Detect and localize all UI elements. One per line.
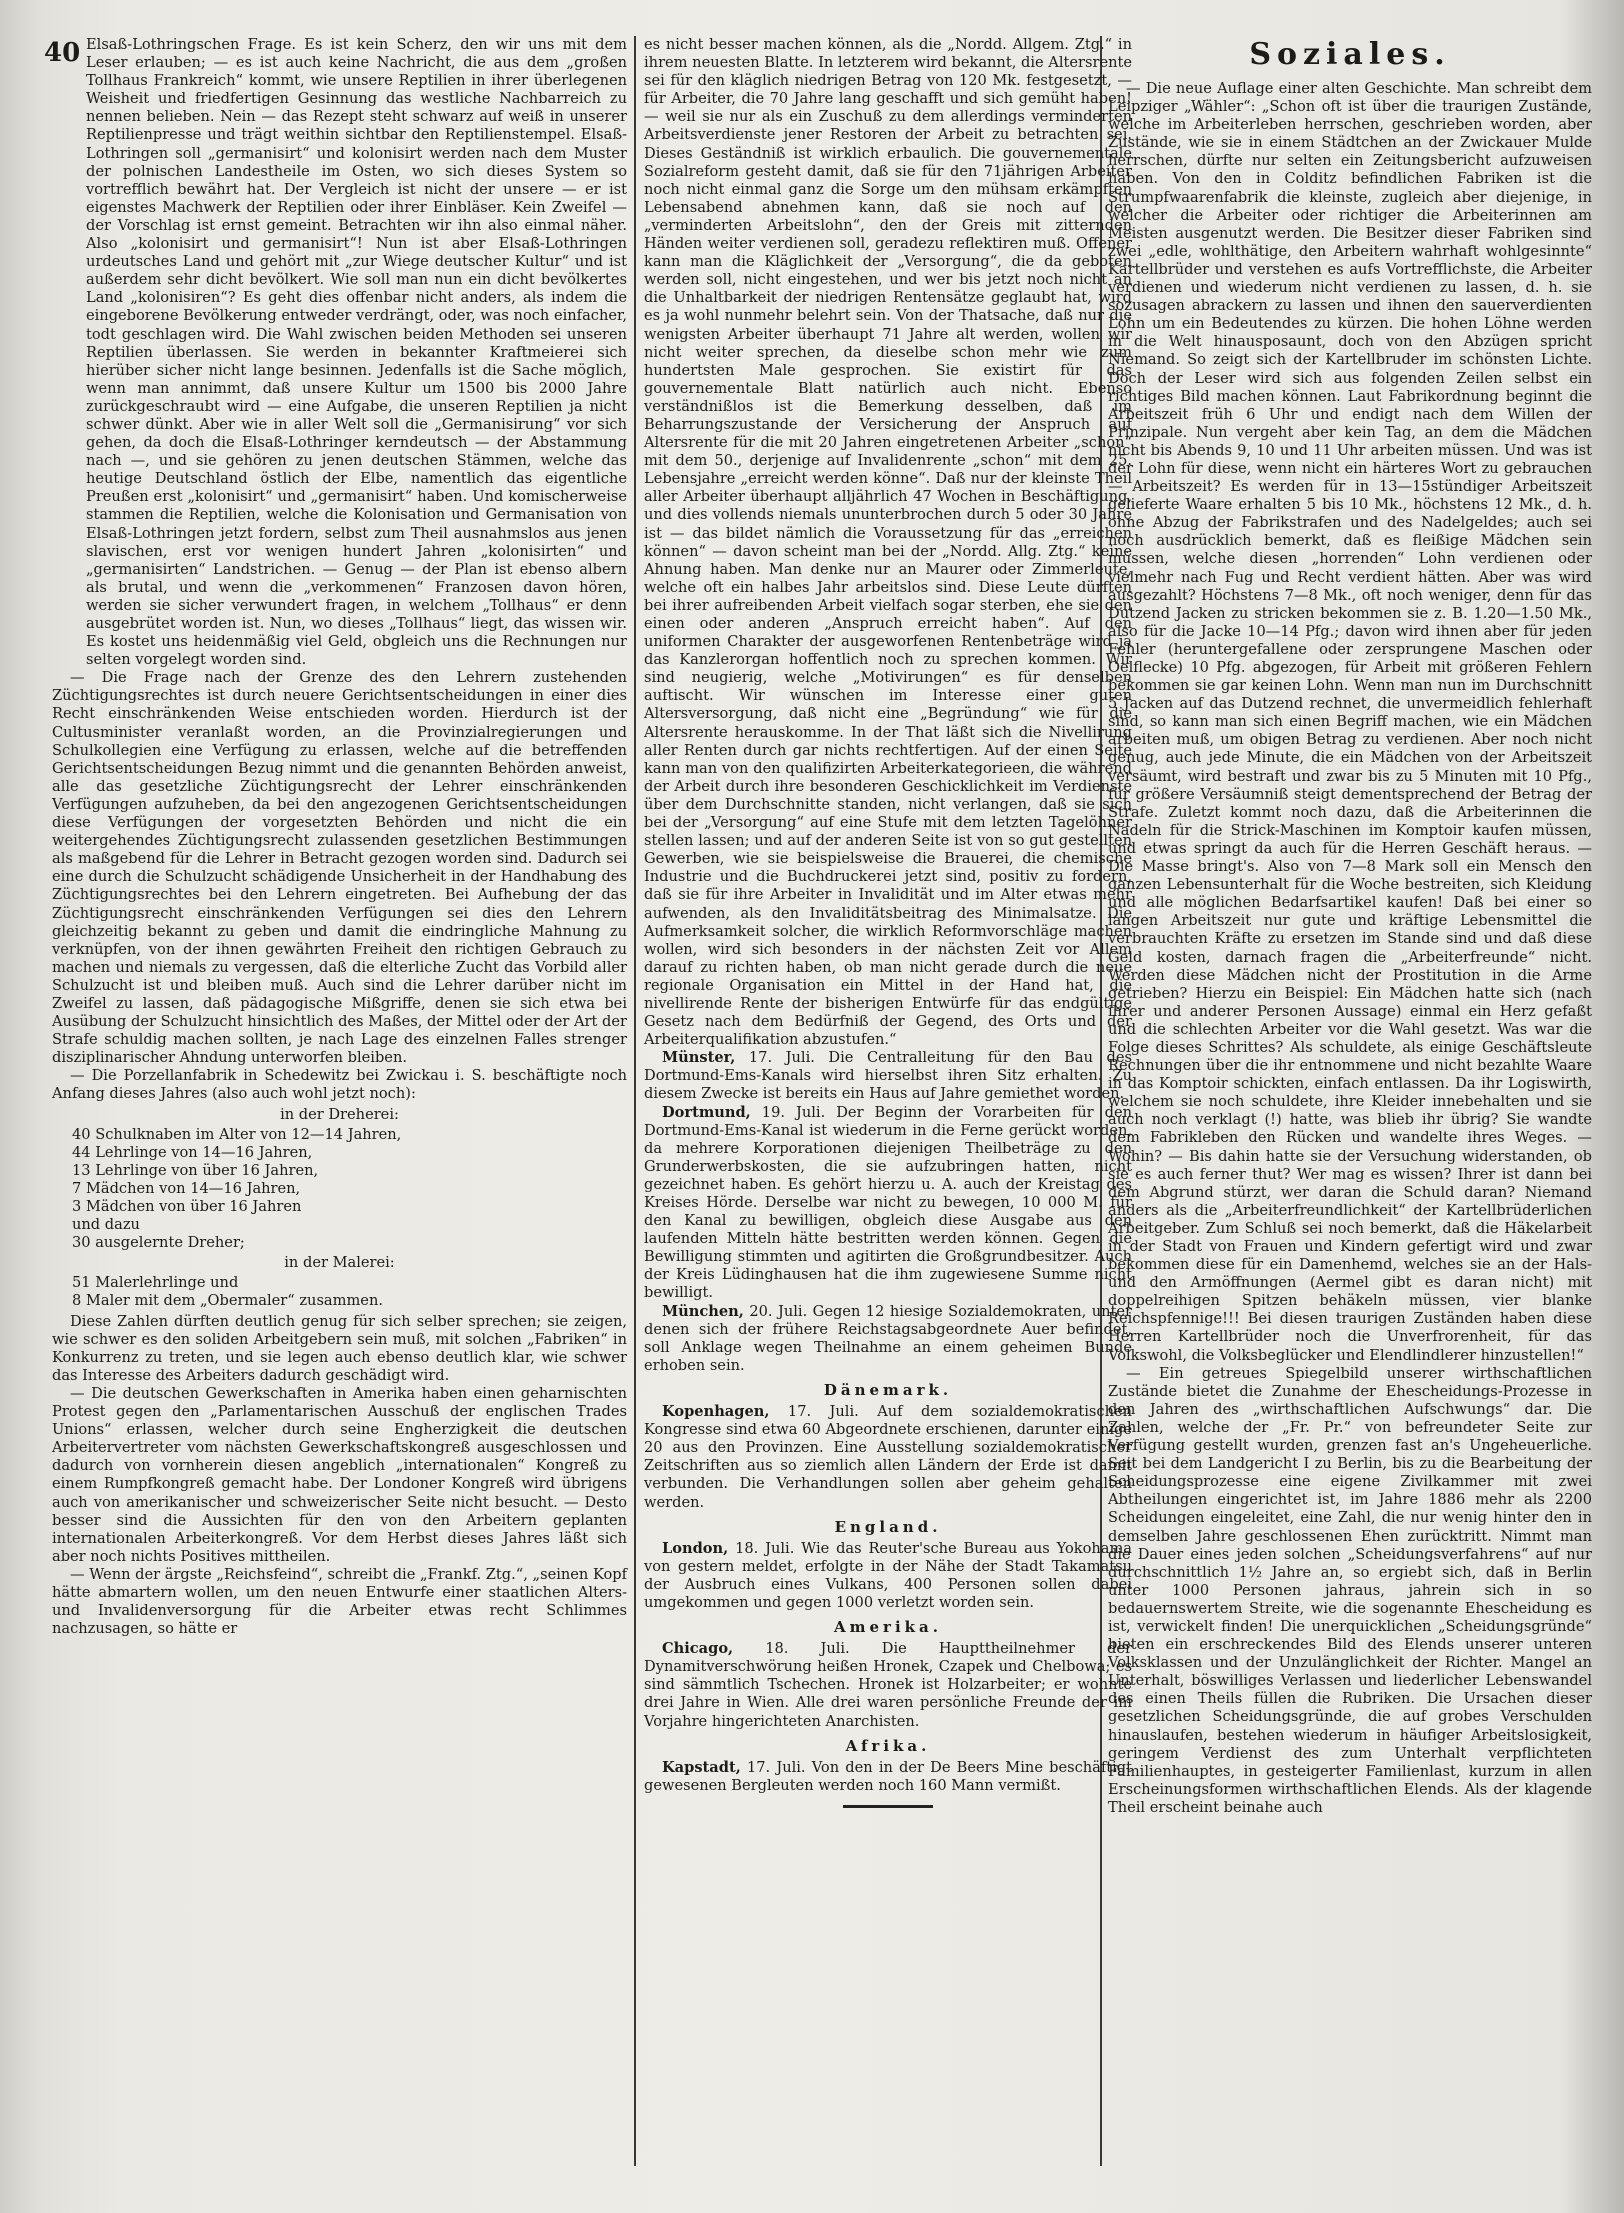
news-text: 17. Juli. Die Centralleitung für den Bau des Dortmund-Ems-Kanals wird hierselbst ihren Sitz erhalten. Zu diesem Zwecke ist bereits ein Haus auf Jahre gemiethet worden.: [644, 1049, 1133, 1103]
article-paragraph: es nicht besser machen können, als die „Nordd. Allgem. Ztg.“ in ihrem neuesten Blatte. In letzterem wird bekannt, die Altersrente sei für den kläglich niedrigen Betrag von 120 Mk. festgesetzt, — für Arbeiter, die 70 Jahre lang geschafft und sich gemüht haben! — weil sie nur als ein Zuschuß zu dem allerdings verminderten Arbeitsverdienste jener Restoren der Arbeit zu betrachten sei. Dieses Geständniß ist wirklich erbaulich. Die gouvernementale Sozialreform gesteht damit, daß sie für den 71jährigen Arbeiter noch nicht einmal ganz die Sorge um den mühsam erkämpften Lebensabend abnehmen kann, daß sie noch auf den „verminderten Arbeitslohn“, den der Greis mit zitternden Händen weiter verdienen soll, geradezu reflektiren muß. Offener kann man die Kläglichkeit der „Versorgung“, die da geboten werden soll, nicht eingestehen, und wer bis jetzt noch nicht an die Unhaltbarkeit der niedrigen Rentensätze geglaubt hat, wird es ja wohl nunmehr belehrt sein. Von der Thatsache, daß nur die wenigsten Arbeiter überhaupt 71 Jahre alt werden, wollen wir nicht weiter sprechen, da dieselbe schon mehr wie zum hundertsten Male gesprochen. Sie existirt für das gouvernementale Blatt natürlich auch nicht. Ebenso verständnißlos ist die Bemerkung desselben, daß im Beharrungszustande der Versicherung der Anspruch auf Altersrente für die mit 20 Jahren eingetretenen Arbeiter „schon“ mit dem 50., derjenige auf Invalidenrente „schon“ mit dem 25. Lebensjahre „erreicht werden könne“. Daß nur der kleinste Theil aller Arbeiter überhaupt alljährlich 47 Wochen in Beschäftigung, und dies vollends niemals ununterbrochen durch 5 oder 30 Jahre ist — das bildet nämlich die Voraussetzung für das „erreichen können“ — davon scheint man bei der „Nordd. Allg. Ztg.“ keine Ahnung haben. Man denke nur an Maurer oder Zimmerleute, welche oft ein halbes Jahr arbeitslos sind. Diese Leute dürften bei ihrer aufreibenden Arbeit vielfach sogar sterben, ehe sie den einen oder anderen „Anspruch erreicht haben“. Auf den uniformen Charakter der ausgeworfenen Rentenbeträge wird ja das Kanzlerorgan hoffentlich noch zu sprechen kommen. Wir sind neugierig, welche „Motivirungen“ es für denselben auftischt. Wir wünschen im Interesse einer guten Altersversorgung, daß nicht eine „Begründung“ wie für die Altersrente herauskomme. In der That läßt sich die Nivellirung aller Renten durch gar nichts rechtfertigen. Auf der einen Seite kann man von den qualifizirten Arbeiterkategorieen, die während der Arbeit durch ihre besonderen Geschicklichkeit im Verdienste über dem Durchschnitte standen, nicht verlangen, daß sie sich bei der „Versorgung“ auf eine Stufe mit dem letzten Tagelöhner stellen lassen; und auf der anderen Seite ist von so gut gestellten Gewerben, wie sie beispielsweise die Brauerei, die chemische Industrie und die Buchdruckerei jetzt sind, positiv zu fordern, daß sie für ihre Arbeiter in Invalidität und im Alter etwas mehr aufwenden, als den Invaliditätsbeitrag des Minimalsatze. Die Aufmerksamkeit solcher, die wirklich Reformvorschläge machen wollen, wird sich besonders in der nächsten Zeit vor Allem darauf zu richten haben, ob man nicht gerade durch die neue regionale Organisation ein Mittel in der Hand hat, die nivellirende Rente der bisherigen Entwürfe für das endgültige Gesetz nach dem Bedürfniß der Gegend, des Orts und der Arbeiterqualifikation abzustufen.“: [644, 36, 1132, 1049]
end-rule: [843, 1805, 933, 1808]
section-heading-england: England.: [834, 1517, 942, 1536]
news-text: 18. Juli. Die Haupttheilnehmer der Dynamitverschwörung heißen Hronek, Czapek und Chelbowa; es sind sämmtlich Tschechen. Hronek ist Holzarbeiter; er wohnte drei Jahre in Wien. Alle drei waren persönliche Freunde der im Vorjahre hingerichteten Anarchisten.: [644, 1640, 1132, 1730]
article-paragraph: — Wenn der ärgste „Reichsfeind“, schreibt die „Frankf. Ztg.“, „seinen Kopf hätte abmartern wollen, um den neuen Entwurfe einer staatlichen Alters- und Invalidenversorgung für die Arbeiter etwas recht Schlimmes nachzusagen, so hätte er: [52, 1565, 627, 1638]
news-item: [644, 1759, 1132, 1795]
list-item: 40 Schulknaben im Alter von 12—14 Jahren,: [72, 1125, 402, 1143]
news-item: [644, 1403, 1132, 1512]
article-paragraph: — Die Frage nach der Grenze des den Lehrern zustehenden Züchtigungsrechtes ist durch neuere Gerichtsentscheidungen in einer dies Recht einschränkenden Weise entschieden worden. Hierdurch ist der Cultusminister veranlaßt worden, an die Provinzialregierungen und Schulkollegien eine Verfügung zu erlassen, welche auf die betreffenden Gerichtsentscheidungen Bezug nimmt und die genannten Behörden anweist, alle das gesetzliche Züchtigungsrecht der Lehrer einschränkenden Verfügungen aufzuheben, da bei den angezogenen Gerichtsentscheidungen diese Verfügungen der vorgesetzten Behörden und nicht die ein weitergehendes Züchtigungsrecht zulassenden gesetzlichen Bestimmungen als maßgebend für die Lehrer in Betracht gezogen worden sind. Dadurch sei eine durch die Schulzucht schädigende Unsicherheit in der Handhabung des Züchtigungsrechtes bei den Lehrern eingetreten. Bei Aufhebung der das Züchtigungsrecht einschränkenden Verfügungen sei dies den Lehrern gleichzeitig bekannt zu geben und damit die eindringliche Mahnung zu verknüpfen, von der ihnen gewährten Freiheit den richtigen Gebrauch zu machen und niemals zu vergessen, daß die elterliche Zucht das Vorbild aller Schulzucht ist und bleiben muß. Auch sind die Lehrer darüber nicht im Zweifel zu lassen, daß pädagogische Mißgriffe, denen sie sich etwa bei Ausübung der Schulzucht hinsichtlich des Maßes, der Mittel oder der Art der Strafe schuldig machen sollten, je nach Lage des einzelnen Falles strenger disziplinarischer Ahndung unterworfen bleiben.: [52, 669, 627, 1067]
news-text: 17. Juli. Auf dem sozialdemokratischen Kongresse sind etwa 60 Abgeordnete erschienen, darunter einige 20 aus den Provinzen. Eine Ausstellung sozialdemokratischer Zeitschriften aus so ziemlich allen Ländern der Erde ist damit verbunden. Die Verhandlungen sollen aber geheim gehalten werden.: [644, 1403, 1133, 1511]
section-heading-amerika: Amerika.: [834, 1618, 942, 1637]
list-item: 13 Lehrlinge von über 16 Jahren,: [72, 1161, 319, 1179]
news-text: 17. Juli. Von den in der De Beers Mine beschäftigt gewesenen Bergleuten werden noch 160 Mann vermißt.: [644, 1758, 1132, 1794]
statistics-list: [72, 1126, 627, 1253]
dateline-city: Kopenhagen,: [662, 1403, 770, 1421]
news-text: 18. Juli. Wie das Reuter'sche Bureau aus Yokohama von gestern meldet, erfolgte in der Nähe der Stadt Takamatsu der Ausbruch eines Vulkans, 400 Personen sollen dabei umgekommen und gegen 1000 verletzt worden sein.: [644, 1539, 1132, 1611]
dateline-city: München,: [662, 1302, 744, 1320]
column-left: [44, 36, 627, 2186]
list-item: 3 Mädchen von über 16 Jahren: [72, 1198, 302, 1215]
news-text: 20. Juli. Gegen 12 hiesige Sozialdemokraten, unter denen sich der frühere Reichstagsabgeordnete Auer befindet, soll Anklage wegen Theilnahme an einem geheimen Bunde erhoben sein.: [644, 1302, 1133, 1374]
news-text: 19. Juli. Der Beginn der Vorarbeiten für den Dortmund-Ems-Kanal ist wiederum in die Ferne gerückt worden, da mehrere Korporationen diejenigen Theilbeträge zu den Grunderwerbskosten, die sie aufzubringen hatten, nicht gezeichnet haben. Es gehört hierzu u. A. auch der Kreistag des Kreises Hörde. Derselbe war nicht zu bewegen, 10 000 M. für den Kanal zu bewilligen, obgleich diese Ausgabe aus den laufenden Mitteln hätte bestritten werden können. Gegen die Bewilligung stimmten und agitirten die Großgrundbesitzer. Auch der Kreis Lüdinghausen hat die ihm zugewiesene Summe nicht bewilligt.: [644, 1103, 1133, 1302]
news-item: [644, 1049, 1132, 1103]
news-item: [644, 1640, 1132, 1730]
article-paragraph: Elsaß-Lothringschen Frage. Es ist kein Scherz, den wir uns mit dem Leser erlauben; — es ist auch keine Nachricht, die aus dem „großen Tollhaus Frankreich“ kommt, wie unsere Reptilien in ihrer überlegenen Weisheit und friedfertigen Gesinnung das westliche Nachbarreich zu nennen belieben. Nein — das Rezept steht schwarz auf weiß in unserer Reptilienpresse und trägt weithin sichtbar den Reptilienstempel. Elsaß-Lothringen soll „germanisirt“ und kolonisirt werden nach dem Muster der polnischen Landestheile im Osten, wo sich dieses System so vortrefflich bewährt hat. Der Vergleich ist nicht der unsere — er ist eigenstes Machwerk der Reptilien oder ihrer Einbläser. Kein Zweifel — der Vorschlag ist ernst gemeint. Betrachten wir ihn also einmal näher. Also „kolonisirt und germanisirt“! Nun ist aber Elsaß-Lothringen urdeutsches Land und gehört mit „zur Wiege deutscher Kultur“ und ist außerdem sehr dicht bevölkert. Wie soll man nun ein dicht bevölkertes Land „kolonisiren“? Es geht dies offenbar nicht anders, als indem die eingeborene Bevölkerung entweder verdrängt, oder, was noch einfacher, todt geschlagen wird. Die Wahl zwischen beiden Methoden sei unseren Reptilien überlassen. Sie werden in bekannter Kraftmeierei sich hierüber sicher nicht lange besinnen. Jedenfalls ist die Sache möglich, wenn man annimmt, daß unsere Kultur um 1500 bis 2000 Jahre zurückgeschraubt wird — eine Aufgabe, die unseren Reptilien ja nicht schwer dünkt. Aber wie in aller Welt soll die „Germanisirung“ vor sich gehen, da doch die Elsaß-Lothringer kerndeutsch — der Abstammung nach —, und sie gehören zu jenen deutschen Stämmen, welche das heutige Deutschland östlich der Elbe, namentlich das eigentliche Preußen erst „kolonisirt“ und „germanisirt“ haben. Und komischerweise stammen die Reptilien, welche die Kolonisation und Germanisation von Elsaß-Lothringen jetzt fordern, selbst zum Theil ausnahmslos aus jenen slavischen, erst vor wenigen hundert Jahren „kolonisirten“ und „germanisirten“ Landstrichen. — Genug — der Plan ist ebenso albern als brutal, und wenn die „verkommenen“ Franzosen davon hören, werden sie sicher verwundert fragen, in welchem „Tollhaus“ er denn ausgebrütet worden ist. Nun, wo dieses „Tollhaus“ liegt, das wissen wir. Es kostet uns heidenmäßig viel Geld, obgleich uns die Rechnungen nur selten vorgelegt worden sind.: [86, 36, 627, 669]
article-paragraph: — Ein getreues Spiegelbild unserer wirthschaftlichen Zustände bietet die Zunahme der Ehescheidungs-Prozesse in den Jahren des „wirthschaftlichen Aufschwungs“ dar. Die Zahlen, welche der „Fr. Pr.“ von befreundeter Seite zur Verfügung gestellt wurden, grenzen fast an's Ungeheuerliche. Seit bei dem Landgericht I zu Berlin, bis zu die Bearbeitung der Scheidungsprozesse eine eigene Zivilkammer mit zwei Abtheilungen eingerichtet ist, im Jahre 1886 mehr als 2200 Scheidungen eingeleitet, eine Zahl, die nur wenig hinter den in demselben Jahre geschlossenen Ehen zurücktritt. Nimmt man die Dauer eines jeden solchen „Scheidungsverfahrens“ auf nur durchschnittlich 1½ Jahre an, so ergiebt sich, daß in Berlin unter 1000 Personen jahraus, jahrein sich in so bedauernswertem Streite, wie die sogenannte Ehescheidung es ist, verwickelt finden! Die unerquicklichen „Scheidungsgründe“ bieten ein erschreckendes Bild des Elends unserer unteren Volksklassen und der Unzulänglichkeit der Richter. Mangel an Unterhalt, böswilliges Verlassen und liederlicher Lebenswandel des einen Theils füllen die Rubriken. Die Ursachen dieser gesetzlichen Scheidungsgründe, die auf grobes Verschulden hinauslaufen, bestehen wiederum in häufiger Arbeitslosigkeit, geringem Verdienst des zum Unterhalt verpflichteten Familienhauptes, in gesteigerter Familienlast, kurzum in allen Erscheinungsformen wirthschaftlichen Elends. Als der klagende Theil erscheint beinahe auch: [1108, 1364, 1592, 1816]
column-rule: [634, 36, 636, 2166]
dateline-city: Münster,: [662, 1049, 736, 1067]
column-middle: [644, 36, 1132, 2186]
list-item: 51 Malerlehrlinge und: [72, 1274, 239, 1292]
dateline-city: Chicago,: [662, 1640, 734, 1658]
section-heading-afrika: Afrika.: [845, 1736, 931, 1755]
news-item: [644, 1540, 1132, 1612]
list-item: 44 Lehrlinge von 14—16 Jahren,: [72, 1143, 313, 1161]
section-heading-daenemark: Dänemark.: [823, 1380, 953, 1399]
article-paragraph: — Die neue Auflage einer alten Geschichte. Man schreibt dem Leipziger „Wähler“: „Schon oft ist über die traurigen Zustände, welche im Arbeiterleben herrschen, geschrieben worden, aber Zustände, wie sie in einem Städtchen an der Zwickauer Mulde herrschen, dürfte nur selten ein Zeitungsbericht aufzuweisen haben. Von den in Colditz befindlichen Fabriken ist die Strumpfwaarenfabrik die kleinste, zugleich aber diejenige, in welcher die Arbeiter oder richtiger die Arbeiterinnen am Meisten ausgenutzt werden. Die Besitzer dieser Fabriken sind zwei „edle, wohlthätige, den Arbeitern wahrhaft wohlgesinnte“ Kartellbrüder und verstehen es aufs Vortrefflichste, die Arbeiter verdienen und wiederum nicht verdienen zu lassen, d. h. sie sozusagen abrackern zu lassen und ihnen den sauerverdienten Lohn um ein Bedeutendes zu kürzen. Die hohen Löhne werden in die Welt hinausposaunt, doch von den Abzügen spricht Niemand. So zeigt sich der Kartellbruder im schönsten Lichte. Doch der Leser wird sich aus folgenden Zeilen selbst ein richtiges Bild machen können. Laut Fabrikordnung beginnt die Arbeitszeit früh 6 Uhr und endigt nach dem Willen der Prinzipale. Nun vergeht aber kein Tag, an dem die Mädchen nicht bis Abends 9, 10 und 11 Uhr arbeiten müssen. Und was ist der Lohn für diese, wenn nicht ein härteres Wort zu gebrauchen — Arbeitszeit? Es werden für in 13—15stündiger Arbeitszeit gelieferte Waare erhalten 5 bis 10 Mk., höchstens 12 Mk., d. h. ohne Abzug der Fabrikstrafen und des Nadelgeldes; auch sei noch ausdrücklich bemerkt, daß es fleißige Mädchen sein müssen, welche diesen „horrenden“ Lohn verdienen oder vielmehr nach Fug und Recht verdient hätten. Aber was wird ausgezahlt? Höchstens 7—8 Mk., oft noch weniger, denn für das Dutzend Jacken zu stricken bekommen sie z. B. 1.20—1.50 Mk., also für die Jacke 10—14 Pfg.; davon wird ihnen aber für jeden Fehler (heruntergefallene oder zersprungene Maschen oder Oelflecke) 10 Pfg. abgezogen, für Arbeit mit größeren Fehlern bekommen sie gar keinen Lohn. Wenn man nun im Durchschnitt 5 Jacken auf das Dutzend rechnet, die unvermeidlich fehlerhaft sind, so kann man sich einen Begriff machen, wie ein Mädchen arbeiten muß, um obigen Betrag zu verdienen. Aber noch nicht genug, auch jede Minute, die ein Mädchen von der Arbeitszeit versäumt, wird bestraft und zwar bis zu 5 Minuten mit 10 Pfg., für größere Versäumniß steigt dementsprechend der Betrag der Strafe. Zuletzt kommt noch dazu, daß die Arbeiterinnen die Nadeln für die Strick-Maschinen im Komptoir kaufen müssen, und etwas springt da auch für die Herren Geschäft heraus. — Die Masse bringt's. Also von 7—8 Mark soll ein Mensch den ganzen Lebensunterhalt für die Woche bestreiten, sich Kleidung und alle möglichen Bedarfsartikel kaufen! Daß bei einer so langen Arbeitszeit nur gute und kräftige Lebensmittel die verbrauchten Kräfte zu ersetzen im Stande sind und daß diese Geld kosten, darnach fragen die „Arbeiterfreunde“ nicht. Werden diese Mädchen nicht der Prostitution in die Arme getrieben? Hierzu ein Beispiel: Ein Mädchen hatte sich (nach ihrer und anderer Personen Aussage) einmal ein Herz gefaßt und die schlechten Arbeiter vor die Wahl gesetzt. Was war die Folge dieses Schrittes? Als schuldete, als einige Geschäftsleute Rechnungen über die ihr entnommene und nicht bezahlte Waare in das Komptoir schickten, einfach entlassen. Da ihr Logiswirth, welchem sie noch schuldete, ihre Kleider innebehalten und sie auch noch verklagt (!) hatte, was blieb ihr übrig? Sie wandte dem Fabrikleben den Rücken und wandelte ihres Weges. — Wohin? — Bis dahin hatte sie der Versuchung widerstanden, ob sie es auch ferner thut? Wer mag es wissen? Ihrer ist dann bei dem Abgrund stürzt, wer daran die Schuld daran? Niemand anders als die „Arbeiterfreundlichkeit“ der Kartellbrüderlichen Arbeitgeber. Zum Schluß sei noch bemerkt, daß die Häkelarbeit in der Stadt von Frauen und Kindern gefertigt wird und zwar bekommen diese für ein Damenhemd, welches sie an der Hals- und den Armöffnungen (Aermel gibt es daran nicht) mit doppelreihigen Spitzen behäkeln müssen, vier blanke Reichspfennige!!! Bei diesen traurigen Zuständen haben diese Herren Kartellbrüder noch die Unverfrorenheit, für das Volkswohl, die Volksbeglücker und Elendlindlerer hinzustellen!“: [1108, 80, 1592, 1364]
page-number: 40: [44, 38, 81, 68]
article-paragraph: Diese Zahlen dürften deutlich genug für sich selber sprechen; sie zeigen, wie schwer es den soliden Arbeitgebern sein muß, mit solchen „Fabriken“ in Konkurrenz zu treten, und sie legen auch ebenso deutlich klar, wie schwer das Interesse des Arbeiters dadurch geschädigt wird.: [52, 1312, 627, 1384]
list-heading: in der Dreherei:: [280, 1105, 399, 1123]
news-item: [644, 1104, 1132, 1303]
list-item: 30 ausgelernte Dreher;: [72, 1234, 245, 1252]
list-heading: in der Malerei:: [284, 1254, 395, 1272]
statistics-list: [72, 1274, 627, 1310]
dateline-city: Kapstadt,: [662, 1758, 741, 1776]
dateline-city: Dortmund,: [662, 1103, 751, 1121]
newspaper-page: [44, 36, 1592, 2186]
dateline-city: London,: [662, 1539, 729, 1557]
column-right: [1108, 36, 1592, 2186]
list-item: und dazu: [72, 1216, 140, 1234]
article-paragraph: — Die Porzellanfabrik in Schedewitz bei Zwickau i. S. beschäftigte noch Anfang dieses Jahres (also auch wohl jetzt noch):: [52, 1067, 627, 1103]
news-item: [644, 1303, 1132, 1375]
section-heading-soziales: Soziales.: [1249, 37, 1451, 72]
list-item: 7 Mädchen von 14—16 Jahren,: [72, 1179, 301, 1197]
article-paragraph: — Die deutschen Gewerkschaften in Amerika haben einen geharnischten Protest gegen den „Parlamentarischen Ausschuß der englischen Trades Unions“ erlassen, welcher durch seine Engherzigkeit die deutschen Arbeitervertreter vom nächsten Gewerkschaftskongreß ausgeschlossen und dadurch von vornherein diesen angeblich „internationalen“ Kongreß zu einem Rumpfkongreß gemacht habe. Der Londoner Kongreß wird übrigens auch von amerikanischer und schweizerischer Seite nicht besucht. — Desto besser sind die Aussichten für den von den Arbeitern geplanten internationalen Arbeiterkongreß. Vor dem Herbst dieses Jahres läßt sich aber noch nichts Positives mittheilen.: [52, 1384, 627, 1565]
list-item: 8 Maler mit dem „Obermaler“ zusammen.: [72, 1292, 383, 1310]
